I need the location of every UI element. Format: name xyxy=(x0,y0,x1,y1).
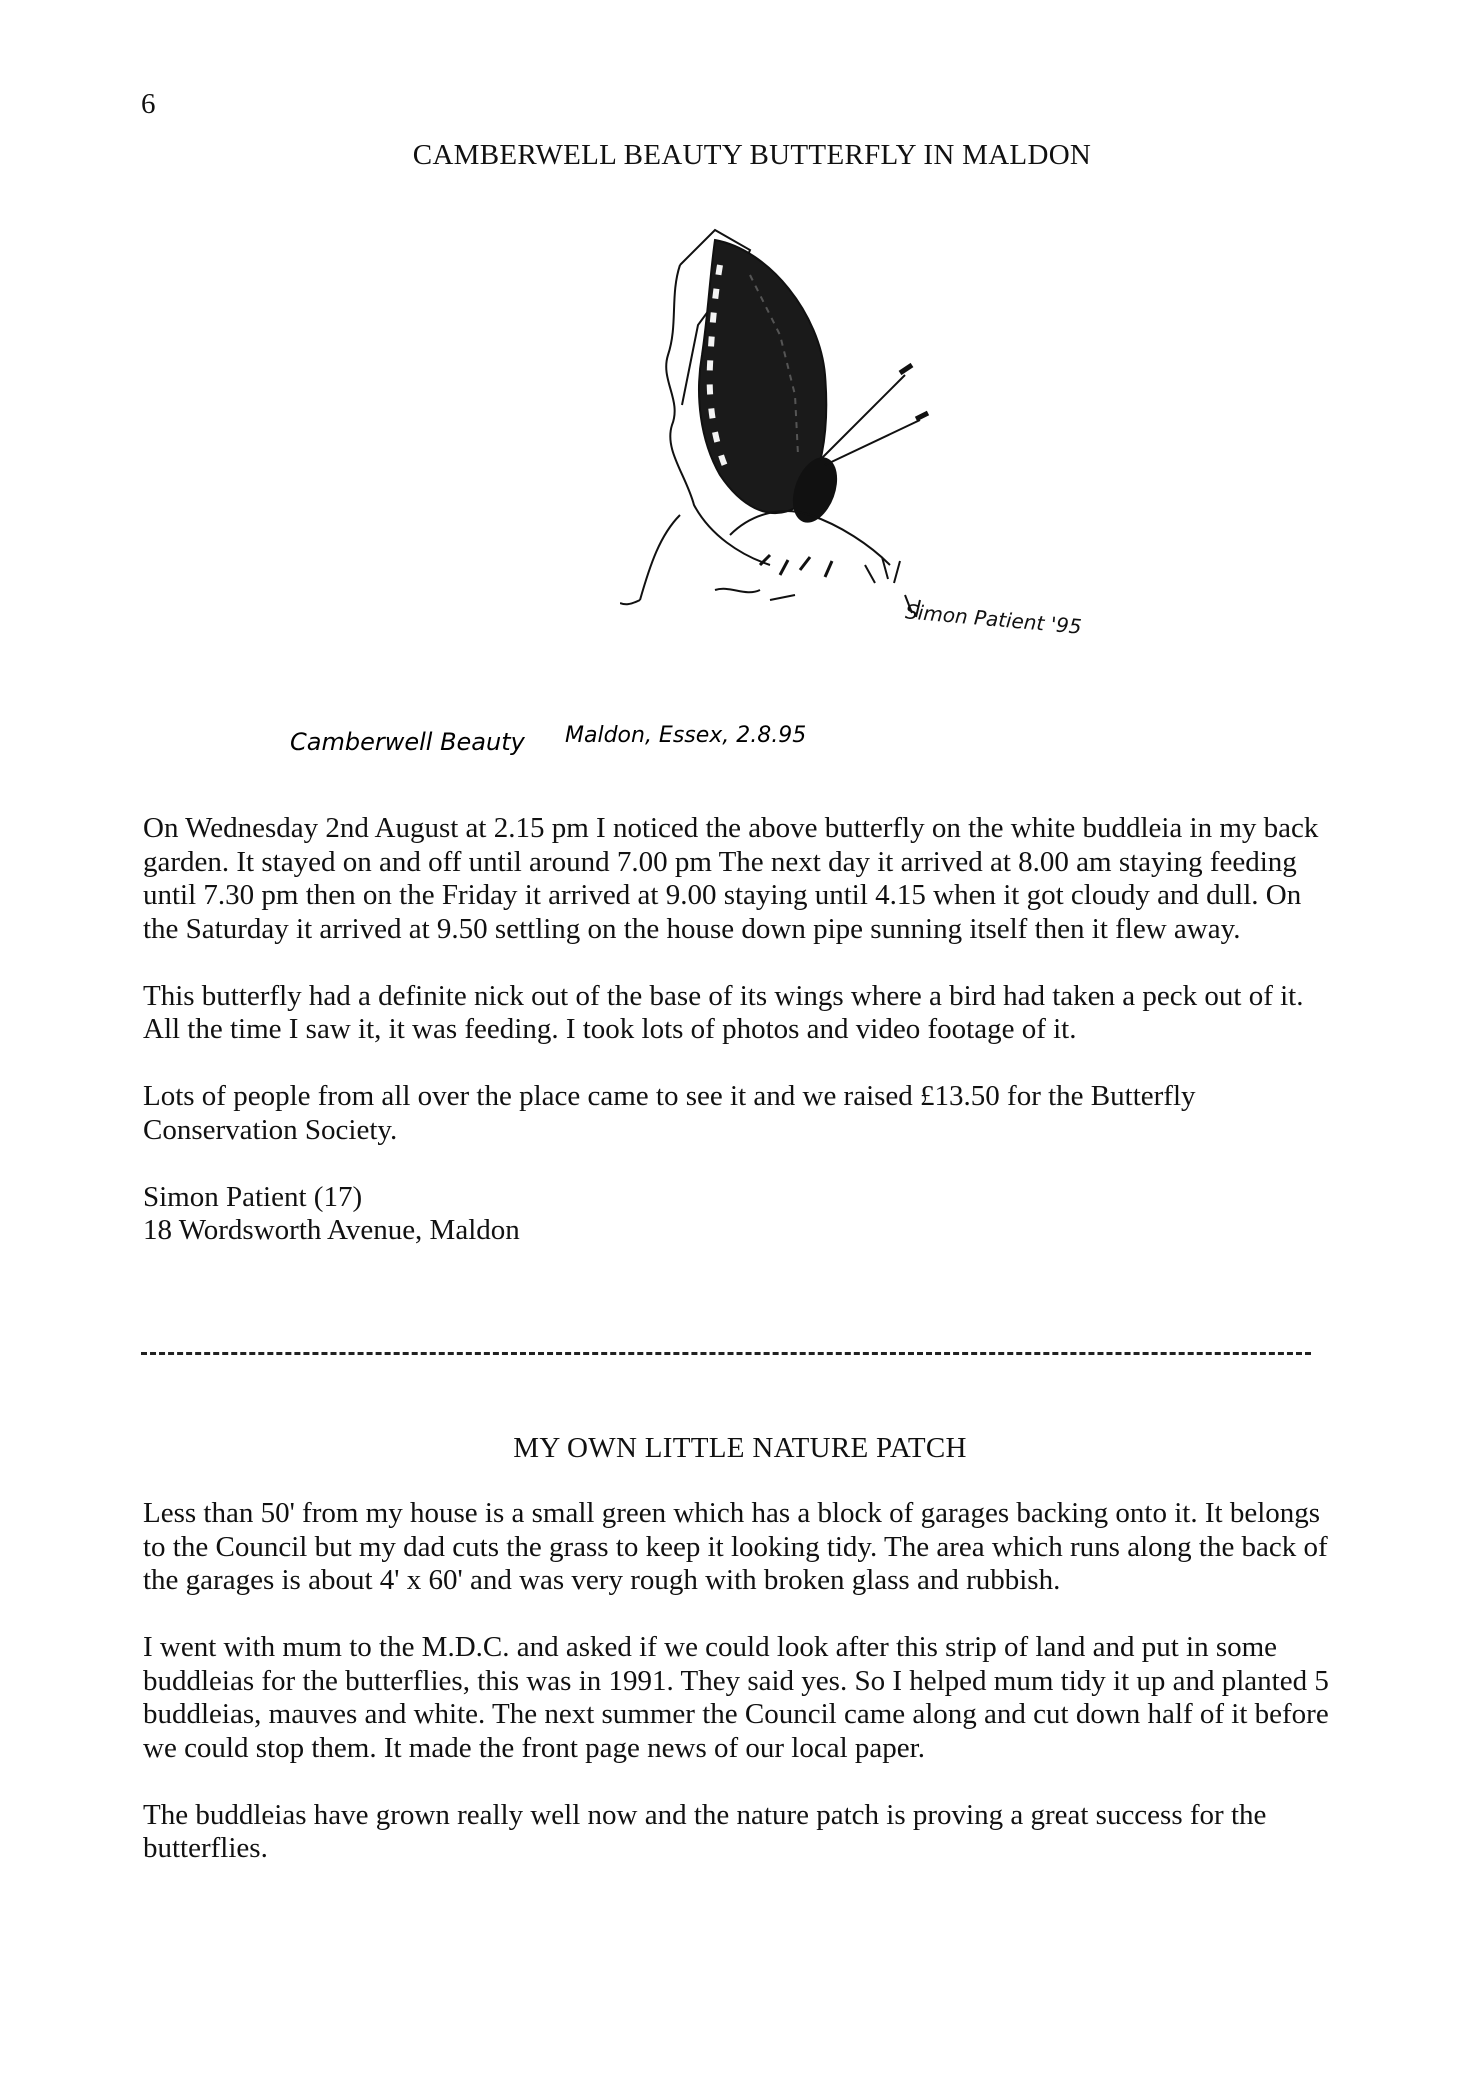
article-paragraph: The buddleias have grown really well now and the nature patch is proving a great success for the butterflies. xyxy=(143,1798,1267,1864)
svg-text:Camberwell Beauty: Camberwell Beauty xyxy=(290,728,525,756)
handwritten-caption xyxy=(290,700,910,770)
article-paragraph: Less than 50' from my house is a small green which has a block of garages backing onto it. It belongs to the Council but my dad cuts the grass to keep it looking tidy. The area which runs along the back of the garages is about 4' x 60' and was very rough with broken glass and rubbish. xyxy=(143,1497,1328,1596)
article-paragraph: This butterfly had a definite nick out of the base of its wings where a bird had taken a peck out of it. All the time I saw it, it was feeding. I took lots of photos and video footage of it. xyxy=(143,979,1304,1045)
article-body xyxy=(143,1497,1343,1899)
article-paragraph: On Wednesday 2nd August at 2.15 pm I noticed the above butterfly on the white buddleia in my back garden. It stayed on and off until around 7.00 pm The next day it arrived at 8.00 am staying feeding until 7.30 pm then on the Friday it arrived at 9.00 staying until 4.15 when it got cloudy and dull. On the Saturday it arrived at 9.50 settling on the house down pipe sunning itself then it flew away. xyxy=(143,812,1319,945)
svg-text:Maldon, Essex, 2.8.95: Maldon, Essex, 2.8.95 xyxy=(565,723,807,748)
article-title: CAMBERWELL BEAUTY BUTTERFLY IN MALDON xyxy=(412,139,1092,171)
article-body xyxy=(143,812,1343,1248)
article-title: MY OWN LITTLE NATURE PATCH xyxy=(513,1432,967,1464)
page-number: 6 xyxy=(141,88,156,120)
article-paragraph: Lots of people from all over the place came to see it and we raised £13.50 for the Butterfly Conservation Society. xyxy=(143,1080,1196,1146)
butterfly-drawing-icon xyxy=(620,205,1083,645)
author-address: 18 Wordsworth Avenue, Maldon xyxy=(143,1214,520,1246)
article-paragraph: I went with mum to the M.D.C. and asked if we could look after this strip of land and put in some buddleias for the butterflies, this was in 1991. They said yes. So I helped mum tidy it up and planted 5 buddleias, mauves and white. The next summer the Council came along and cut down half of it before we could stop them. It made the front page news of our local paper. xyxy=(143,1631,1329,1764)
artist-signature: Simon Patient '95 xyxy=(904,599,1083,639)
author-name: Simon Patient (17) xyxy=(143,1180,363,1213)
section-divider xyxy=(141,1352,1311,1355)
